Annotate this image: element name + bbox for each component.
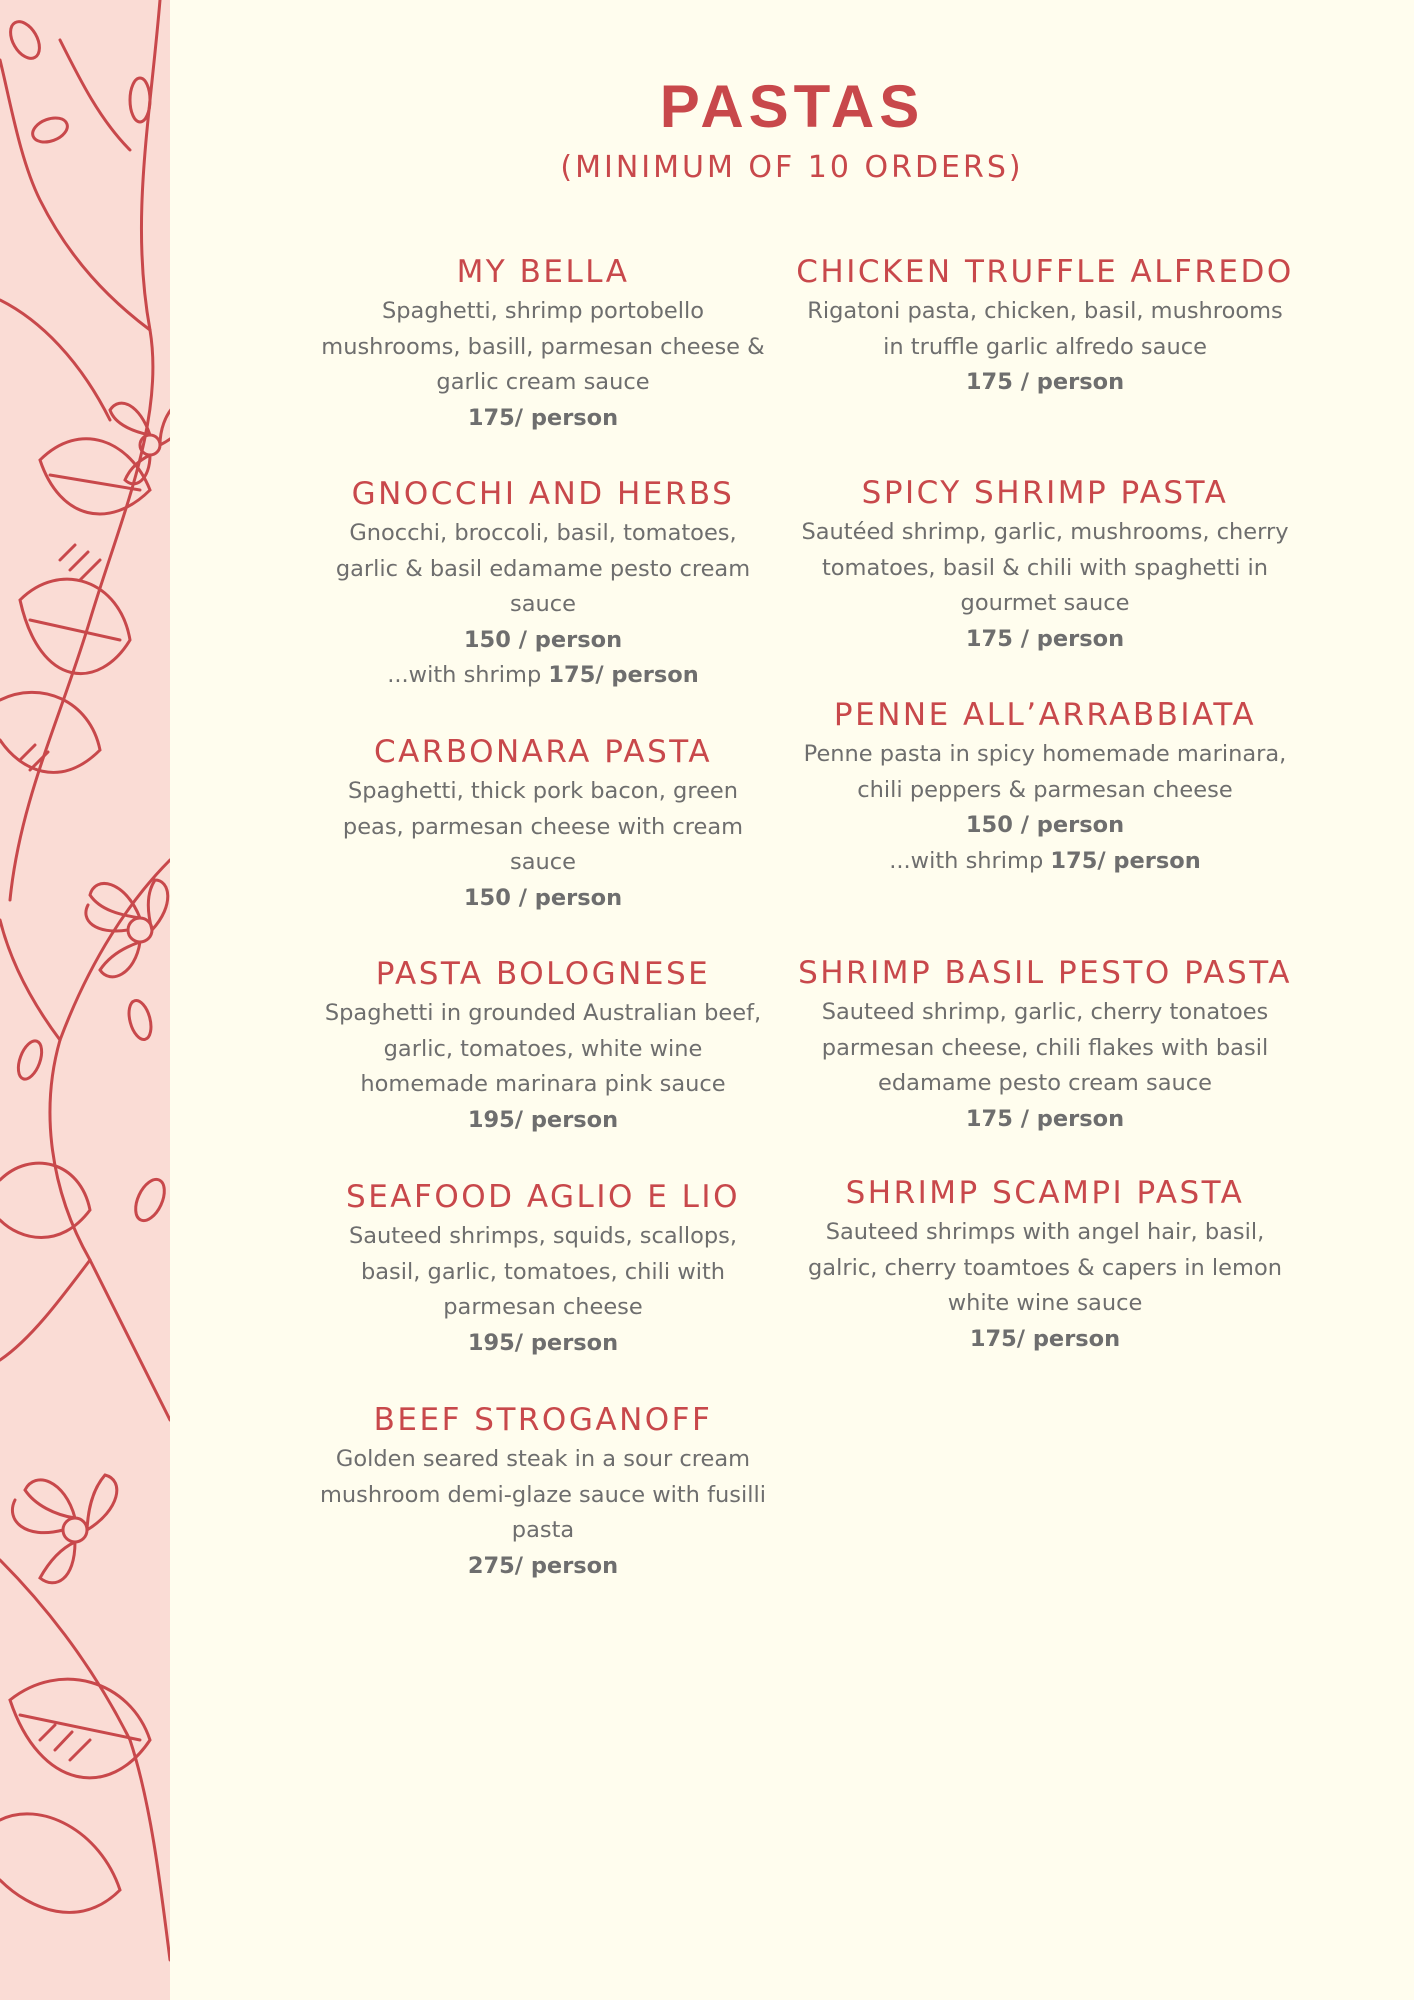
menu-item-price: 150 / person	[463, 626, 623, 653]
menu-item-price: 175 / person	[965, 625, 1125, 652]
menu-item-name: PENNE ALL’ARRABBIATA	[833, 697, 1257, 733]
shrimp-option-label: ...with shrimp	[387, 662, 542, 688]
menu-item-description: Golden seared steak in a sour cream mushroom demi-glaze sauce with fusilli pasta	[320, 1446, 766, 1543]
menu-item-my-bella	[318, 250, 768, 436]
menu-item-penne-allarrabbiata	[796, 693, 1294, 879]
menu-item-name: PASTA BOLOGNESE	[375, 956, 711, 992]
menu-item-name: CHICKEN TRUFFLE ALFREDO	[796, 254, 1294, 290]
menu-item-description: Sauteed shrimps, squids, scallops, basil, garlic, tomatoes, chili with parmesan cheese	[348, 1223, 738, 1320]
menu-item-description: Rigatoni pasta, chicken, basil, mushrooms in truffle garlic alfredo sauce	[807, 298, 1283, 360]
menu-item-description: Penne pasta in spicy homemade marinara, chili peppers & parmesan cheese	[803, 741, 1287, 803]
menu-item-name: SPICY SHRIMP PASTA	[861, 475, 1229, 511]
shrimp-option-label: ...with shrimp	[889, 847, 1044, 874]
menu-item-price: 195/ person	[467, 1106, 619, 1133]
page-title: PASTAS	[659, 73, 925, 140]
page-subtitle: (MINIMUM OF 10 ORDERS)	[560, 150, 1024, 185]
menu-item-name: SHRIMP SCAMPI PASTA	[845, 1175, 1245, 1211]
menu-item-description: Spaghetti, shrimp portobello mushrooms, basill, parmesan cheese & garlic cream sauce	[321, 298, 765, 395]
menu-item-price: 150 / person	[965, 812, 1125, 838]
shrimp-option-price: 175/ person	[548, 662, 699, 688]
menu-item-spicy-shrimp-pasta	[796, 471, 1294, 657]
menu-item-name: SHRIMP BASIL PESTO PASTA	[798, 955, 1292, 991]
menu-item-description: Sauteed shrimp, garlic, cherry tonatoes parmesan cheese, chili flakes with basil edamame pesto cream sauce	[821, 999, 1269, 1096]
menu-item-price: 150 / person	[463, 884, 623, 911]
menu-item-price: 195/ person	[467, 1329, 619, 1356]
menu-item-description: Sauteed shrimps with angel hair, basil, galric, cherry toamtoes & capers in lemon white wine sauce	[808, 1219, 1282, 1316]
menu-item-price: 175/ person	[969, 1325, 1121, 1352]
shrimp-option-price: 175/ person	[1050, 847, 1201, 874]
menu-item-name: CARBONARA PASTA	[373, 734, 713, 770]
menu-item-seafood-aglio-e-lio	[318, 1175, 768, 1361]
menu-item-shrimp-option	[796, 844, 1294, 880]
floral-illustration	[0, 0, 170, 2000]
menu-item-carbonara-pasta	[318, 730, 768, 916]
menu-item-chicken-truffle-alfredo	[796, 250, 1294, 401]
menu-item-name: MY BELLA	[456, 254, 630, 290]
menu-item-beef-stroganoff	[318, 1398, 768, 1584]
floral-side-panel	[0, 0, 170, 2000]
menu-item-name: SEAFOOD AGLIO E LIO	[346, 1179, 740, 1215]
menu-item-description: Sautéed shrimp, garlic, mushrooms, cherry tomatoes, basil & chili with spaghetti in gourmet sauce	[801, 519, 1289, 616]
menu-item-name: BEEF STROGANOFF	[373, 1402, 713, 1438]
menu-item-pasta-bolognese	[318, 952, 768, 1138]
menu-item-shrimp-basil-pesto-pasta	[796, 951, 1294, 1137]
menu-item-price: 275/ person	[467, 1552, 619, 1579]
menu-item-shrimp-option	[318, 658, 768, 694]
menu-item-description: Spaghetti, thick pork bacon, green peas, parmesan cheese with cream sauce	[342, 778, 744, 875]
menu-item-name: GNOCCHI AND HERBS	[351, 476, 735, 512]
menu-item-shrimp-scampi-pasta	[796, 1171, 1294, 1357]
menu-item-gnocchi-and-herbs	[318, 472, 768, 694]
menu-item-price: 175/ person	[467, 404, 619, 431]
menu-item-price: 175 / person	[965, 369, 1125, 395]
menu-item-description: Spaghetti in grounded Australian beef, garlic, tomatoes, white wine homemade marinara pink sauce	[324, 1000, 762, 1097]
menu-item-price: 175 / person	[965, 1105, 1125, 1132]
menu-item-description: Gnocchi, broccoli, basil, tomatoes, garlic & basil edamame pesto cream sauce	[335, 520, 751, 617]
